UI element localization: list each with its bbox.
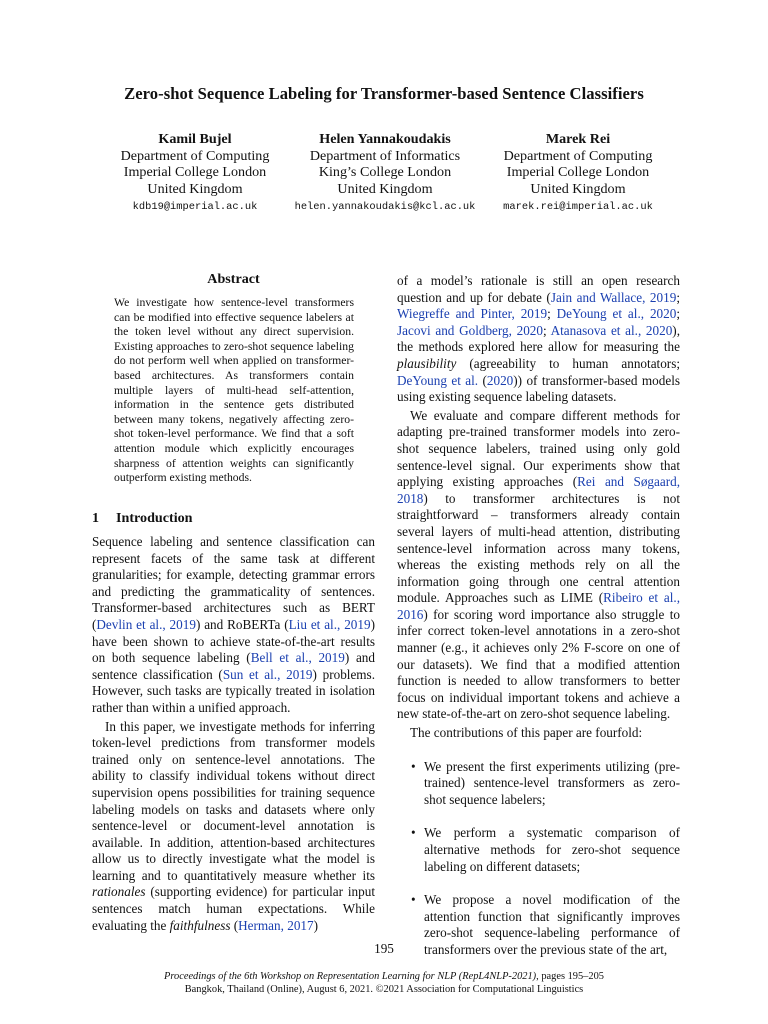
citation-link[interactable]: Atanasova et al., 2020 xyxy=(550,322,673,338)
abstract-heading: Abstract xyxy=(207,271,260,287)
intro-paragraph-2: In this paper, we investigate methods for inferring token-level predictions from transformer models trained only on sentence-level annotations. The ability to classify individual tokens without direct supervision opens possibilities for training sequence labeling models on tasks and datasets where only sentence-level or document-level annotation is available. In addition, attention-based architectures allow us to directly investigate what the model is learning and to quantitatively measure whether its rationales (supporting evidence) for particular input sentences match human expectations. While evaluating the faithfulness (Herman, 2017) xyxy=(92,718,375,933)
citation-link[interactable]: Sun et al., 2019 xyxy=(222,666,313,682)
list-item: • We propose a novel modification of the attention function that significantly improves zero-shot sequence-labeling performance of transformers over the previous state of the art, xyxy=(411,892,680,957)
author-institution: Imperial College London xyxy=(506,164,650,181)
citation-link[interactable]: Devlin et al., 2019 xyxy=(96,616,196,632)
bullet-icon: • xyxy=(411,758,416,774)
section-title: Introduction xyxy=(116,510,193,526)
author-email: marek.rei@imperial.ac.uk xyxy=(503,201,653,214)
citation-link[interactable]: DeYoung et al., 2020 xyxy=(556,306,677,322)
footer-location-line: Bangkok, Thailand (Online), August 6, 2021. ©2021 Association for Computational Linguistics xyxy=(184,983,584,995)
proceedings-title: Proceedings of the 6th Workshop on Representation Learning for NLP (RepL4NLP-2021) xyxy=(164,971,537,982)
citation-link[interactable]: Herman, 2017 xyxy=(238,917,314,933)
list-item: • We present the first experiments utilizing (pre-trained) sentence-level transformers as zero-shot sequence labelers; xyxy=(411,758,680,807)
bullet-icon: • xyxy=(411,825,416,841)
intro-paragraph-1: Sequence labeling and sentence classification can represent facets of the same task at different granularities; for example, detecting grammar errors and predicting the grammaticality of sentences. Transformer-based architectures such as BERT (Devlin et al., 2019) and RoBERTa (Liu et al., 2019) have been shown to achieve state-of-the-art results on both sequence labeling (Bell et al., 2019) and sentence classification (Sun et al., 2019) problems. However, such tasks are typically treated in isolation rather than within a unified approach. xyxy=(92,534,375,715)
paper-title: Zero-shot Sequence Labeling for Transformer-based Sentence Classifiers xyxy=(124,84,644,103)
citation-link[interactable]: Jacovi and Goldberg, 2020 xyxy=(397,322,543,338)
contributions-intro: The contributions of this paper are fourfold: xyxy=(410,725,643,741)
right-column xyxy=(397,273,680,959)
contributions-list xyxy=(397,759,680,959)
footer xyxy=(0,971,768,996)
abstract-text: We investigate how sentence-level transformers can be modified into effective sequence labelers at the token level without any direct supervision. Existing approaches to zero-shot sequence labeling do not perform well when applied on transformer-based architectures. As transformers contain multiple layers of multi-head self-attention, information in the sentence gets distributed between many tokens, negatively affecting zero-shot token-level performance. We find that a soft attention module which explicitly encourages sharpness of attention weights can significantly outperform existing methods. xyxy=(114,296,354,485)
author-email: kdb19@imperial.ac.uk xyxy=(132,201,258,214)
page-number: 195 xyxy=(374,941,394,956)
footer-proceedings-line xyxy=(0,971,768,984)
author-name: Marek Rei xyxy=(545,131,611,147)
citation-link[interactable]: Jain and Wallace, 2019 xyxy=(550,289,677,305)
author-name: Kamil Bujel xyxy=(158,131,232,147)
section-heading xyxy=(92,510,193,527)
proceedings-pages: , pages 195–205 xyxy=(536,971,604,982)
author-department: Department of Computing xyxy=(120,147,270,164)
body-paragraph-2: We evaluate and compare different methods for adapting pre-trained transformer models into zero-shot sequence labelers, trained using only gold sentence-level signal. Our experiments show that applying existing approaches (Rei and Søgaard, 2018) to transformer architectures is not straightforward – transformers already contain several layers of multi-head attention, distributing sentence-level information across many tokens, whereas the existing methods rely on all the information going through one central attention module. Approaches such as LIME (Ribeiro et al., 2016) for scoring word importance also struggle to infer correct token-level annotations in a zero-shot manner (e.g., it achieves only 2% F-score on one of our datasets). We find that a modified attention function is needed to allow transformers to better focus on individual important tokens and achieve a new state-of-the-art on zero-shot sequence labeling. xyxy=(397,407,681,722)
author-country: United Kingdom xyxy=(337,180,433,197)
citation-link[interactable]: Bell et al., 2019 xyxy=(250,650,345,666)
citation-link[interactable]: Rei and Søgaard, 2018 xyxy=(397,474,680,506)
author-block-3 xyxy=(463,131,693,215)
emphasis-text: faithfulness xyxy=(169,917,231,933)
author-institution: King’s College London xyxy=(318,164,452,181)
left-column xyxy=(92,534,375,934)
author-email: helen.yannakoudakis@kcl.ac.uk xyxy=(294,201,476,214)
author-department: Department of Computing xyxy=(503,147,653,164)
author-name: Helen Yannakoudakis xyxy=(319,131,451,147)
citation-link[interactable]: Wiegreffe and Pinter, 2019 xyxy=(397,306,548,322)
emphasis-text: plausibility xyxy=(397,355,457,371)
citation-link[interactable]: Liu et al., 2019 xyxy=(288,616,371,632)
citation-link[interactable]: Ribeiro et al., 2016 xyxy=(397,590,681,622)
author-country: United Kingdom xyxy=(147,180,243,197)
citation-link[interactable]: 2020 xyxy=(486,372,514,388)
author-country: United Kingdom xyxy=(530,180,626,197)
section-number: 1 xyxy=(92,510,100,526)
author-institution: Imperial College London xyxy=(123,164,267,181)
body-paragraph-1: of a model’s rationale is still an open research question and up for debate (Jain and Wallace, 2019; Wiegreffe and Pinter, 2019; DeYoung et al., 2020; Jacovi and Goldberg, 2020; Atanasova et al., 2020), the methods explored here allow for measuring the plausibility (agreeability to human annotators; DeYoung et al. (2020)) of transformer-based models using existing sequence labeling datasets. xyxy=(397,273,680,405)
list-item: • We perform a systematic comparison of alternative methods for zero-shot sequence labeling on different datasets; xyxy=(411,825,680,874)
citation-link[interactable]: DeYoung et al. xyxy=(397,372,479,388)
bullet-icon: • xyxy=(411,892,416,908)
emphasis-text: rationales xyxy=(92,884,146,900)
author-department: Department of Informatics xyxy=(309,147,461,164)
